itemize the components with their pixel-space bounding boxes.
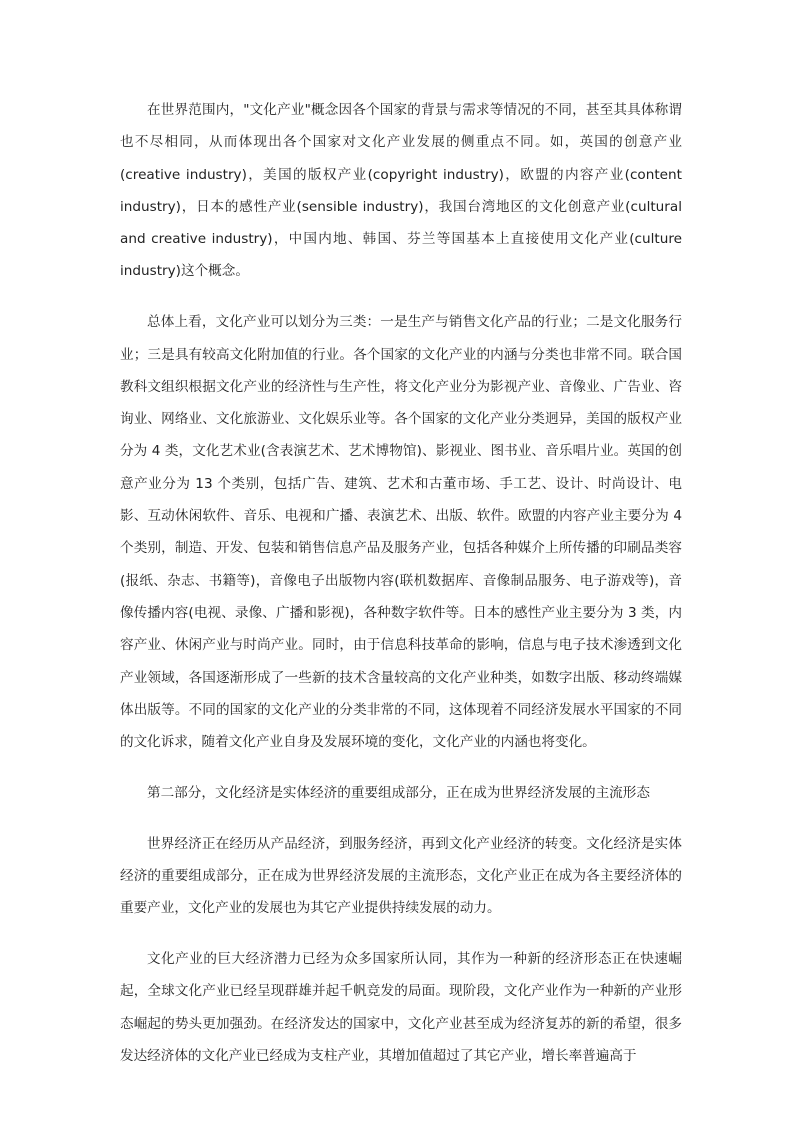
document-page: [120, 94, 682, 1091]
paragraph-culture-industry-terms: 在世界范围内，"文化产业"概念因各个国家的背景与需求等情况的不同，甚至其具体称谓也不尽相同，从而体现出各个国家对文化产业发展的侧重点不同。如，英国的创意产业(creative industry)，美国的版权产业(copyright industry)，欧盟的内容产业(content industry)，日本的感性产业(sensible industry)，我国台湾地区的文化创意产业(cultural and creative industry)，中国内地、韩国、芬兰等国基本上直接使用文化产业(culture industry)这个概念。: [120, 102, 682, 280]
paragraph-economy-transition: 世界经济正在经历从产品经济，到服务经济，再到文化产业经济的转变。文化经济是实体经济的重要组成部分，正在成为世界经济发展的主流形态，文化产业正在成为各主要经济体的重要产业，文化产业的发展也为其它产业提供持续发展的动力。: [120, 835, 682, 917]
section-heading-part-two: 第二部分，文化经济是实体经济的重要组成部分，正在成为世界经济发展的主流形态: [147, 784, 650, 801]
paragraph-economic-potential: 文化产业的巨大经济潜力已经为众多国家所认同，其作为一种新的经济形态正在快速崛起，全球文化产业已经呈现群雄并起千帆竞发的局面。现阶段，文化产业作为一种新的产业形态崛起的势头更加强劲。在经济发达的国家中，文化产业甚至成为经济复苏的新的希望，很多发达经济体的文化产业已经成为支柱产业，其增加值超过了其它产业，增长率普遍高于: [120, 951, 682, 1065]
paragraph-culture-industry-categories: 总体上看，文化产业可以划分为三类：一是生产与销售文化产品的行业；二是文化服务行业；三是具有较高文化附加值的行业。各个国家的文化产业的内涵与分类也非常不同。联合国教科文组织根据文化产业的经济性与生产性，将文化产业分为影视产业、音像业、广告业、咨询业、网络业、文化旅游业、文化娱乐业等。各个国家的文化产业分类迥异，美国的版权产业分为 4 类，文化艺术业(含表演艺术、艺术博物馆)、影视业、图书业、音乐唱片业。英国的创意产业分为 13 个类别，包括广告、建筑、艺术和古董市场、手工艺、设计、时尚设计、电影、互动休闲软件、音乐、电视和广播、表演艺术、出版、软件。欧盟的内容产业主要分为 4 个类别，制造、开发、包装和销售信息产品及服务产业，包括各种媒介上所传播的印刷品类容(报纸、杂志、书籍等)，音像电子出版物内容(联机数据库、音像制品服务、电子游戏等)，音像传播内容(电视、录像、广播和影视)，各种数字软件等。日本的感性产业主要分为 3 类，内容产业、休闲产业与时尚产业。同时，由于信息科技革命的影响，信息与电子技术渗透到文化产业领域，各国逐渐形成了一些新的技术含量较高的文化产业种类，如数字出版、移动终端媒体出版等。不同的国家的文化产业的分类非常的不同，这体现着不同经济发展水平国家的不同的文化诉求，随着文化产业自身及发展环境的变化，文化产业的内涵也将变化。: [120, 314, 682, 751]
